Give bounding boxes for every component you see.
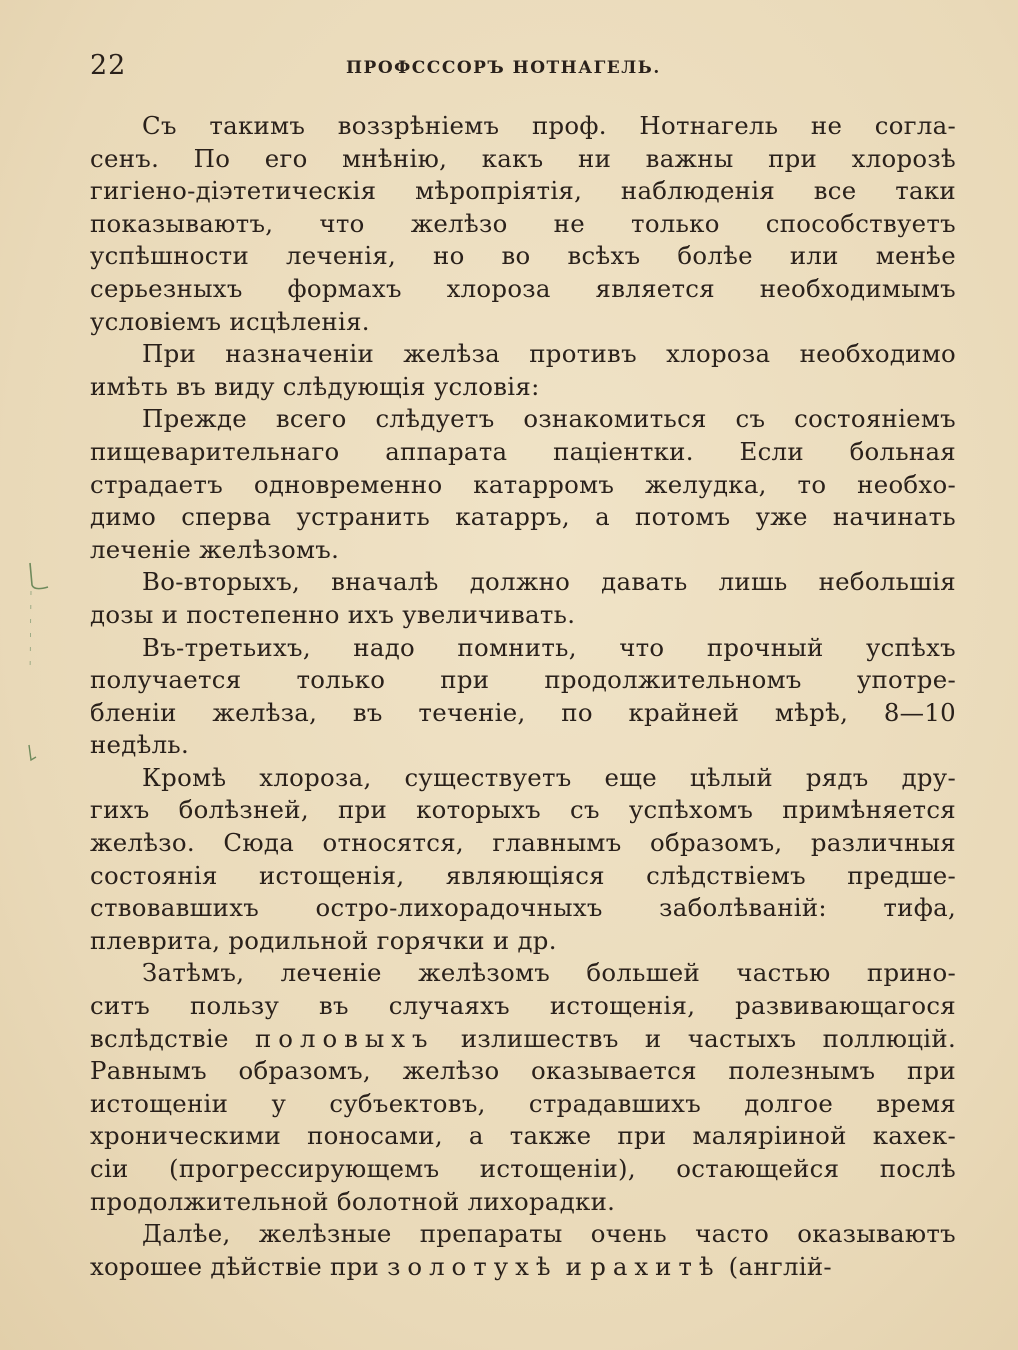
text-segment: показываютъ, что желѣзо не только способствуетъ — [90, 208, 956, 238]
text-segment: пищеварительнаго аппарата паціентки. Если больная — [90, 436, 956, 466]
text-segment: имѣть въ виду слѣдующія условія: — [90, 371, 540, 401]
text-segment: получается только при продолжительномъ употре- — [90, 665, 956, 695]
pencil-margin-mark-icon — [20, 555, 50, 785]
text-segment: леченіе желѣзомъ. — [90, 534, 340, 564]
paragraph — [90, 762, 956, 958]
text-line — [90, 599, 956, 632]
text-line — [90, 697, 956, 730]
body-text — [90, 110, 956, 1283]
text-line — [90, 208, 956, 241]
text-segment: недѣль. — [90, 730, 190, 760]
text-line — [90, 1218, 956, 1251]
text-segment: Въ-третьихъ, надо помнить, что прочный успѣхъ — [142, 632, 956, 662]
text-segment: ствовавшихъ остро-лихорадочныхъ заболѣваній: тифа, — [90, 893, 956, 923]
text-line — [90, 1251, 956, 1284]
text-line — [90, 566, 956, 599]
text-line — [90, 1186, 956, 1219]
text-line — [90, 403, 956, 436]
text-segment: страдаетъ одновременно катарромъ желудка, то необхо- — [90, 469, 956, 499]
paragraph — [90, 632, 956, 762]
text-line — [90, 794, 956, 827]
spaced-emphasis: золотухѣ — [387, 1251, 558, 1281]
text-line — [90, 306, 956, 339]
text-line — [90, 632, 956, 665]
text-line — [90, 371, 956, 404]
text-line — [90, 110, 956, 143]
text-line — [90, 240, 956, 273]
text-segment: истощеніи у субъектовъ, страдавшихъ долгое время — [90, 1088, 956, 1118]
text-segment: Прежде всего слѣдуетъ ознакомиться съ состояніемъ — [142, 404, 956, 434]
text-segment: и — [557, 1251, 591, 1281]
text-line — [90, 273, 956, 306]
text-segment: серьезныхъ формахъ хлороза является необходимымъ — [90, 273, 956, 303]
text-line — [90, 1120, 956, 1153]
text-line — [90, 1055, 956, 1088]
text-line — [90, 892, 956, 925]
text-line — [90, 860, 956, 893]
text-segment: сенъ. По его мнѣнію, какъ ни важны при хлорозѣ — [90, 143, 956, 173]
page-number: 22 — [90, 50, 127, 81]
text-line — [90, 436, 956, 469]
text-line — [90, 1153, 956, 1186]
paragraph — [90, 957, 956, 1218]
text-segment: Кромѣ хлороза, существуетъ еще цѣлый рядъ дру- — [142, 762, 956, 792]
text-line — [90, 534, 956, 567]
text-line — [90, 501, 956, 534]
text-segment: состоянія истощенія, являющіяся слѣдствіемъ предше- — [90, 860, 956, 890]
text-segment: димо сперва устранить катарръ, а потомъ уже начинать — [90, 502, 956, 532]
text-segment: вслѣдствіе — [90, 1023, 256, 1053]
page-header — [90, 50, 956, 84]
text-line — [90, 925, 956, 958]
text-segment: успѣшности леченія, но во всѣхъ болѣе или менѣе — [90, 241, 956, 271]
text-segment: гихъ болѣзней, при которыхъ съ успѣхомъ примѣняется — [90, 795, 956, 825]
text-line — [90, 664, 956, 697]
text-segment: сіи (прогрессирующемъ истощеніи), остающейся послѣ — [90, 1154, 956, 1183]
text-line — [90, 729, 956, 762]
spaced-emphasis: половыхъ — [255, 1023, 435, 1053]
text-line — [90, 469, 956, 502]
text-segment: хроническими поносами, а также при маляріиной кахек- — [90, 1121, 956, 1151]
text-segment: гигіено-діэтетическія мѣропріятія, наблюденія все таки — [90, 176, 956, 206]
text-segment: желѣзо. Сюда относятся, главнымъ образомъ, различныя — [90, 828, 956, 858]
text-segment: ситъ пользу въ случаяхъ истощенія, развивающагося — [90, 991, 956, 1021]
text-segment: При назначеніи желѣза противъ хлороза необходимо — [142, 339, 956, 369]
text-line — [90, 338, 956, 371]
text-segment: условіемъ исцѣленія. — [90, 306, 370, 336]
text-segment: хорошее дѣйствіе при — [90, 1251, 388, 1281]
text-segment: плеврита, родильной горячки и др. — [90, 925, 557, 955]
paragraph — [90, 566, 956, 631]
text-segment: Во-вторыхъ, вначалѣ должно давать лишь небольшія — [142, 567, 956, 597]
spaced-emphasis: рахитѣ — [590, 1251, 721, 1281]
text-segment: Далѣе, желѣзные препараты очень часто оказываютъ — [142, 1219, 956, 1249]
text-line — [90, 1088, 956, 1121]
text-line — [90, 762, 956, 795]
text-segment: Равнымъ образомъ, желѣзо оказывается полезнымъ при — [90, 1056, 956, 1086]
text-line — [90, 175, 956, 208]
text-segment: бленіи желѣза, въ теченіе, по крайней мѣрѣ, 8—10 — [90, 697, 956, 727]
text-segment: Затѣмъ, леченіе желѣзомъ большей частью прино- — [142, 958, 956, 988]
paragraph — [90, 1218, 956, 1283]
text-line — [90, 1023, 956, 1056]
text-line — [90, 957, 956, 990]
text-segment: дозы и постепенно ихъ увеличивать. — [90, 599, 576, 629]
paragraph — [90, 110, 956, 338]
text-segment: (англій- — [720, 1251, 832, 1281]
paragraph — [90, 403, 956, 566]
paragraph — [90, 338, 956, 403]
text-line — [90, 990, 956, 1023]
text-line — [90, 143, 956, 176]
text-segment: продолжительной болотной лихорадки. — [90, 1186, 616, 1216]
text-line — [90, 827, 956, 860]
text-segment: Съ такимъ воззрѣніемъ проф. Нотнагель не согла- — [142, 111, 956, 140]
text-segment: излишествъ и частыхъ поллюцій. — [434, 1023, 956, 1053]
running-title: ПРОФСССОРЪ НОТНАГЕЛЬ. — [346, 58, 661, 78]
